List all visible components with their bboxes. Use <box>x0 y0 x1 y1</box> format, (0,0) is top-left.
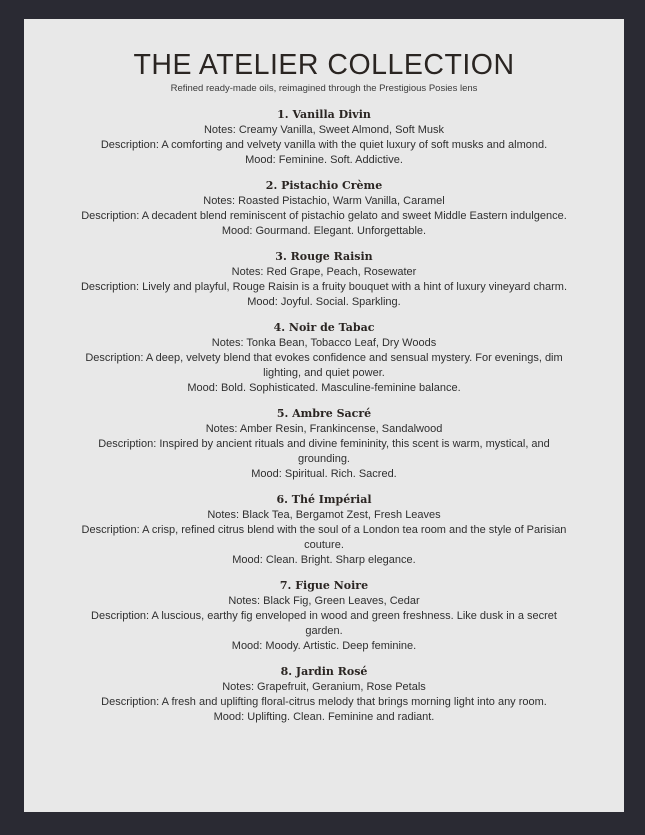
page-subtitle: Refined ready-made oils, reimagined through the Prestigious Posies lens <box>170 83 478 94</box>
item-name: 6. Thé Impérial <box>276 493 372 506</box>
collection-item-the-imperial <box>24 492 624 568</box>
item-notes: Notes: Tonka Bean, Tobacco Leaf, Dry Woods <box>211 337 437 349</box>
item-mood: Mood: Spiritual. Rich. Sacred. <box>251 468 397 480</box>
item-name: 3. Rouge Raisin <box>275 250 373 263</box>
item-mood: Mood: Moody. Artistic. Deep feminine. <box>231 640 417 652</box>
item-notes: Notes: Grapefruit, Geranium, Rose Petals <box>222 681 426 693</box>
item-notes: Notes: Black Fig, Green Leaves, Cedar <box>228 595 420 607</box>
item-notes: Notes: Roasted Pistachio, Warm Vanilla, Caramel <box>203 195 445 207</box>
document-page <box>24 19 624 812</box>
item-name: 5. Ambre Sacré <box>276 407 372 420</box>
collection-item-pistachio-creme <box>24 178 624 239</box>
item-description: Description: A luscious, earthy fig enveloped in wood and green freshness. Like dusk in a secret garden. <box>91 610 557 637</box>
item-mood: Mood: Gourmand. Elegant. Unforgettable. <box>221 225 427 237</box>
item-mood: Mood: Uplifting. Clean. Feminine and radiant. <box>213 711 435 723</box>
item-notes: Notes: Amber Resin, Frankincense, Sandalwood <box>205 423 443 435</box>
item-description: Description: A crisp, refined citrus blend with the soul of a London tea room and the style of Parisian couture. <box>81 524 567 551</box>
item-mood: Mood: Clean. Bright. Sharp elegance. <box>232 554 416 566</box>
collection-item-ambre-sacre <box>24 406 624 482</box>
collection-item-vanilla-divin <box>24 107 624 168</box>
item-description: Description: A fresh and uplifting floral-citrus melody that brings morning light into any room. <box>101 696 547 708</box>
collection-item-noir-de-tabac <box>24 320 624 396</box>
item-description: Description: A comforting and velvety vanilla with the quiet luxury of soft musks and almond. <box>100 139 548 151</box>
item-notes: Notes: Red Grape, Peach, Rosewater <box>231 266 417 278</box>
item-name: 4. Noir de Tabac <box>273 321 375 334</box>
item-name: 1. Vanilla Divin <box>277 108 371 121</box>
item-mood: Mood: Joyful. Social. Sparkling. <box>247 296 401 308</box>
item-mood: Mood: Bold. Sophisticated. Masculine-feminine balance. <box>187 382 461 394</box>
collection-item-jardin-rose <box>24 664 624 725</box>
item-name: 2. Pistachio Crème <box>265 179 383 192</box>
collection-item-rouge-raisin <box>24 249 624 310</box>
page-title: THE ATELIER COLLECTION <box>133 49 515 81</box>
item-description: Description: A decadent blend reminiscent of pistachio gelato and sweet Middle Eastern indulgence. <box>81 210 567 222</box>
item-description: Description: Lively and playful, Rouge Raisin is a fruity bouquet with a hint of luxury vineyard charm. <box>80 281 568 293</box>
collection-item-figue-noire <box>24 578 624 654</box>
item-description: Description: A deep, velvety blend that evokes confidence and sensual mystery. For evenings, dim lighting, and quiet power. <box>85 352 563 379</box>
item-mood: Mood: Feminine. Soft. Addictive. <box>245 154 403 166</box>
item-name: 7. Figue Noire <box>279 579 369 592</box>
item-name: 8. Jardin Rosé <box>280 665 368 678</box>
item-description: Description: Inspired by ancient rituals and divine femininity, this scent is warm, mystical, and grounding. <box>98 438 550 465</box>
item-notes: Notes: Creamy Vanilla, Sweet Almond, Soft Musk <box>203 124 445 136</box>
item-notes: Notes: Black Tea, Bergamot Zest, Fresh Leaves <box>207 509 441 521</box>
